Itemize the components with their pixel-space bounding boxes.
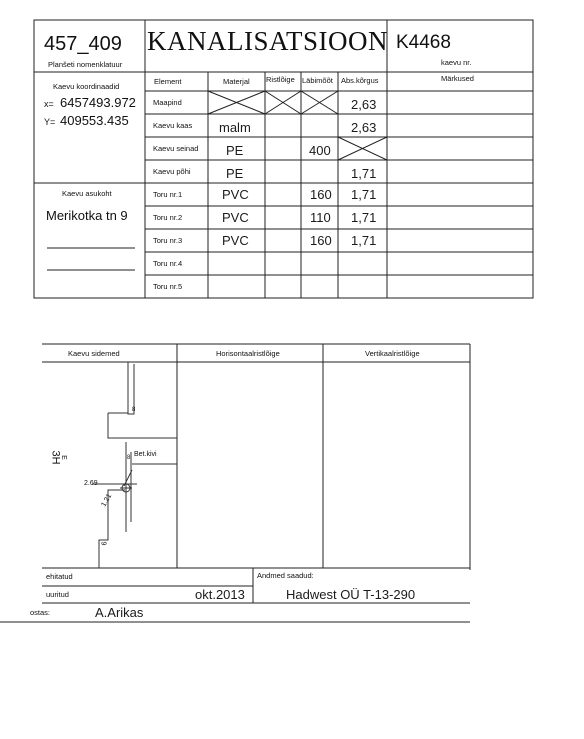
footer-uuritud-label: uuritud: [46, 590, 69, 599]
lower-col-header-kaevu-sidemed: Kaevu sidemed: [68, 349, 120, 358]
row-element-toru-2: Toru nr.2: [153, 213, 183, 222]
footer-author: A.Arikas: [95, 605, 144, 620]
row-element-toru-4: Toru nr.4: [153, 259, 183, 268]
footer-date: okt.2013: [195, 587, 245, 602]
page-title: KANALISATSIOON: [147, 26, 388, 56]
row-element-kaevu-pohi: Kaevu põhi: [153, 167, 191, 176]
sketch-label-9: 9: [99, 541, 107, 546]
labimoot-toru-1: 160: [310, 187, 332, 202]
footer-andmed-label: Andmed saadud:: [257, 571, 314, 580]
sketch-label-8a: 8: [132, 407, 136, 413]
nomenclature-label: Planšeti nomenklatuur: [48, 60, 123, 69]
y-prefix: Y=: [44, 117, 56, 127]
sketch-label-3h: 3H: [49, 450, 62, 465]
x-prefix: x=: [44, 99, 54, 109]
y-coordinate: 409553.435: [60, 113, 129, 128]
abs-kaevu-pohi: 1,71: [351, 166, 377, 181]
row-element-toru-5: Toru nr.5: [153, 282, 183, 291]
sketch-label-level: 2.69: [84, 480, 98, 487]
materjal-kaevu-pohi: PE: [226, 166, 244, 181]
row-element-toru-3: Toru nr.3: [153, 236, 183, 245]
labimoot-kaevu-seinad: 400: [309, 143, 331, 158]
col-header-element: Element: [154, 77, 182, 86]
footer-koostas-label: ostas:: [30, 608, 51, 617]
materjal-kaevu-kaas: malm: [219, 120, 251, 135]
abs-maapind: 2,63: [351, 97, 377, 112]
row-element-maapind: Maapind: [153, 98, 182, 107]
col-header-materjal: Materjal: [223, 77, 250, 86]
abs-kaevu-kaas: 2,63: [351, 120, 377, 135]
lower-col-header-vertikaal: Vertikaalristlõige: [365, 349, 420, 358]
col-header-labimoot: Läbimõõt: [302, 76, 333, 85]
abs-toru-2: 1,71: [351, 210, 377, 225]
labimoot-toru-3: 160: [310, 233, 332, 248]
sketch-label-121: 1.21: [100, 492, 114, 509]
footer-andmed-value: Hadwest OÜ T-13-290: [286, 587, 416, 602]
well-number-value: K4468: [396, 32, 451, 53]
nomenclature-value: 457_409: [44, 33, 122, 55]
col-header-ristloige: Ristlõige: [266, 75, 295, 84]
x-coordinate: 6457493.972: [60, 95, 136, 110]
sketch-label-8b: 8: [127, 455, 131, 461]
abs-toru-1: 1,71: [351, 187, 377, 202]
col-header-markused: Märkused: [441, 74, 474, 83]
sketch-label-e: E: [59, 455, 67, 460]
row-element-toru-1: Toru nr.1: [153, 190, 183, 199]
connection-sketch: [42, 362, 177, 568]
materjal-toru-1: PVC: [222, 187, 249, 202]
abs-toru-3: 1,71: [351, 233, 377, 248]
row-element-kaevu-kaas: Kaevu kaas: [153, 121, 193, 130]
location-label: Kaevu asukoht: [62, 189, 112, 198]
sketch-label-betkivi: Bet.kivi: [134, 451, 157, 458]
well-number-label: kaevu nr.: [441, 58, 472, 67]
location-value: Merikotka tn 9: [46, 208, 128, 223]
coordinates-label: Kaevu koordinaadid: [53, 82, 120, 91]
materjal-toru-3: PVC: [222, 233, 249, 248]
lower-col-header-horisontaal: Horisontaalristlõige: [216, 349, 280, 358]
materjal-kaevu-seinad: PE: [226, 143, 244, 158]
footer-ehitatud-label: ehitatud: [46, 572, 73, 581]
col-header-abs-korgus: Abs.kõrgus: [341, 76, 379, 85]
labimoot-toru-2: 110: [310, 210, 331, 225]
materjal-toru-2: PVC: [222, 210, 249, 225]
row-element-kaevu-seinad: Kaevu seinad: [153, 144, 199, 153]
